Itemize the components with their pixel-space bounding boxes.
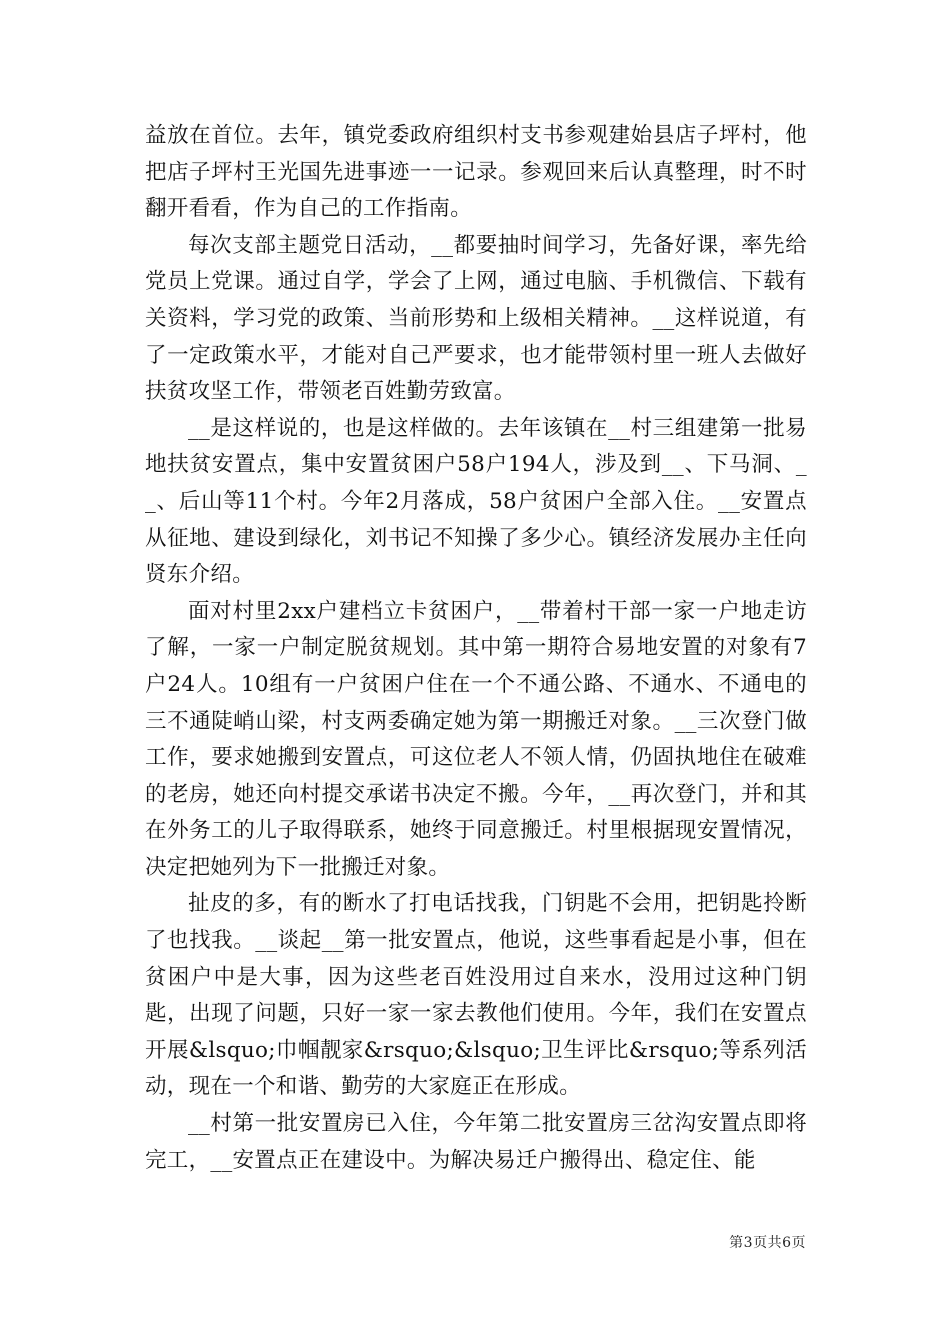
paragraph-4: 面对村里2xx户建档立卡贫困户，__带着村干部一家一户地走访了解，一家一户制定脱贫规划。其中第一期符合易地安置的对象有7户24人。10组有一户贫困户住在一个不通公路、不通水、不通电的三不通陡峭山梁，村支两委确定她为第一期搬迁对象。__三次登门做工作，要求她搬到安置点，可这位老人不领人情，仍固执地住在破难的老房，她还向村提交承诺书决定不搬。今年，__再次登门，并和其在外务工的儿子取得联系，她终于同意搬迁。村里根据现安置情况，决定把她列为下一批搬迁对象。 <box>145 598 807 880</box>
paragraph-2: 每次支部主题党日活动，__都要抽时间学习，先备好课，率先给党员上党课。通过自学，学会了上网，通过电脑、手机微信、下载有关资料，学习党的政策、当前形势和上级相关精神。__这样说道，有了一定政策水平，才能对自己严要求，也才能带领村里一班人去做好扶贫攻坚工作，带领老百姓勤劳致富。 <box>145 232 807 405</box>
document-body <box>145 118 807 1179</box>
paragraph-1: 益放在首位。去年，镇党委政府组织村支书参观建始县店子坪村，他把店子坪村王光国先进事迹一一记录。参观回来后认真整理，时不时翻开看看，作为自己的工作指南。 <box>145 123 807 222</box>
paragraph-5: 扯皮的多，有的断水了打电话找我，门钥匙不会用，把钥匙拎断了也找我。__谈起__第一批安置点，他说，这些事看起是小事，但在贫困户中是大事，因为这些老百姓没用过自来水，没用过这种门钥匙，出现了问题，只好一家一家去教他们使用。今年，我们在安置点开展&lsquo;巾帼靓家&rsquo;&lsquo;卫生评比&rsquo;等系列活动，现在一个和谐、勤劳的大家庭正在形成。 <box>145 891 807 1100</box>
page-number: 第3页共6页 <box>729 1235 806 1251</box>
paragraph-3: __是这样说的，也是这样做的。去年该镇在__村三组建第一批易地扶贫安置点，集中安置贫困户58户194人，涉及到__、下马洞、__、后山等11个村。今年2月落成，58户贫困户全部入住。__安置点从征地、建设到绿化，刘书记不知操了多少心。镇经济发展办主任向贤东介绍。 <box>145 415 807 588</box>
paragraph-6: __村第一批安置房已入住，今年第二批安置房三岔沟安置点即将完工，__安置点正在建设中。为解决易迁户搬得出、稳定住、能 <box>145 1111 807 1173</box>
